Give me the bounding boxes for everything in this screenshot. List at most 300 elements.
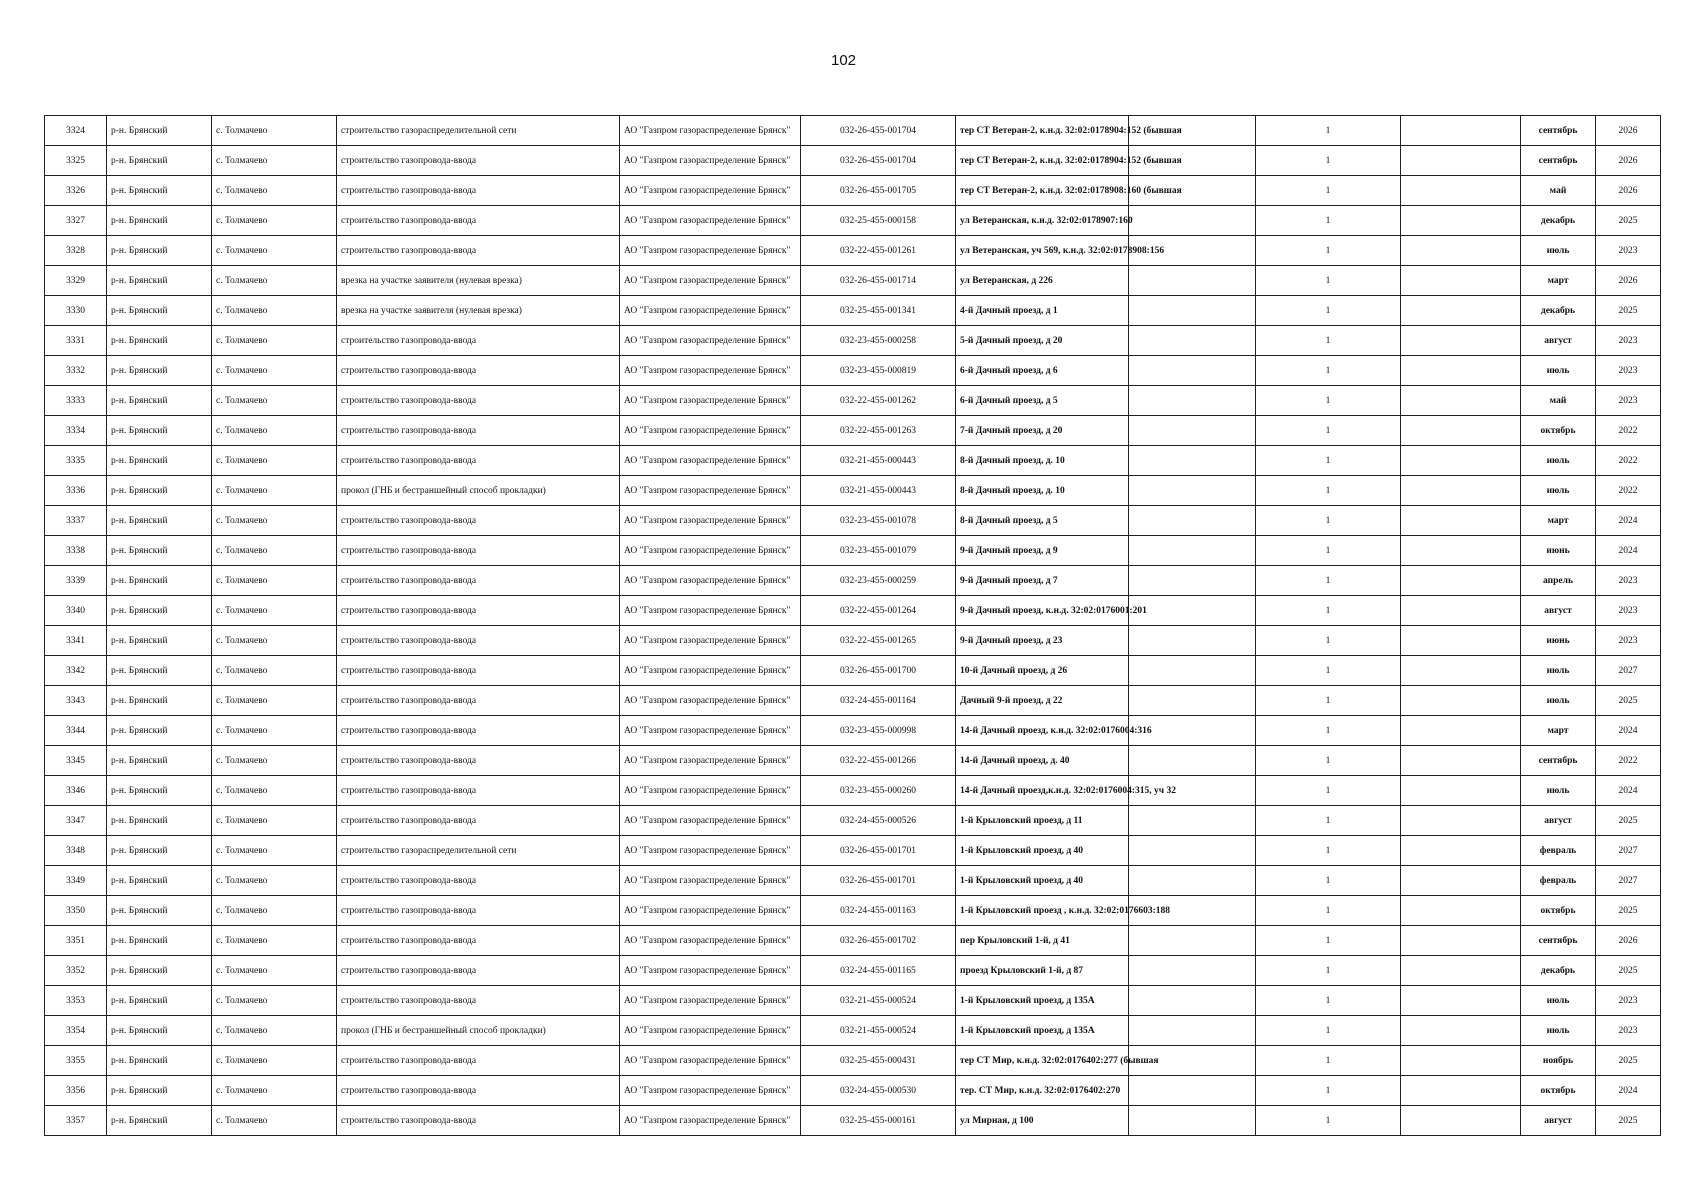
code-cell: 032-26-455-001704 (801, 146, 956, 176)
count-cell: 1 (1256, 596, 1401, 626)
address-cell: 7-й Дачный проезд, д 20 (956, 416, 1129, 446)
organization-cell: АО "Газпром газораспределение Брянск" (620, 746, 801, 776)
month-cell: июль (1521, 656, 1596, 686)
address-cell: тер СТ Ветеран-2, к.н.д. 32:02:0178904:152 (бывшая (956, 146, 1129, 176)
address-cell: 10-й Дачный проезд, д 26 (956, 656, 1129, 686)
table-row (45, 386, 1661, 416)
month-cell: июнь (1521, 536, 1596, 566)
table-row (45, 686, 1661, 716)
table-row (45, 896, 1661, 926)
district-cell: р-н. Брянский (107, 416, 212, 446)
district-cell: р-н. Брянский (107, 206, 212, 236)
count-cell: 1 (1256, 956, 1401, 986)
empty-cell (1401, 1076, 1521, 1106)
district-cell: р-н. Брянский (107, 1046, 212, 1076)
table-row (45, 206, 1661, 236)
empty-cell (1129, 296, 1256, 326)
year-cell: 2025 (1596, 956, 1661, 986)
work-type-cell: строительство газораспределительной сети (337, 836, 620, 866)
year-cell: 2022 (1596, 416, 1661, 446)
table-row (45, 956, 1661, 986)
year-cell: 2023 (1596, 356, 1661, 386)
year-cell: 2024 (1596, 776, 1661, 806)
district-cell: р-н. Брянский (107, 626, 212, 656)
empty-cell (1401, 146, 1521, 176)
table-row (45, 416, 1661, 446)
code-cell: 032-25-455-000158 (801, 206, 956, 236)
year-cell: 2026 (1596, 926, 1661, 956)
table-row (45, 776, 1661, 806)
empty-cell (1129, 566, 1256, 596)
district-cell: р-н. Брянский (107, 1106, 212, 1136)
month-cell: февраль (1521, 836, 1596, 866)
empty-cell (1401, 806, 1521, 836)
code-cell: 032-23-455-001079 (801, 536, 956, 566)
month-cell: декабрь (1521, 296, 1596, 326)
district-cell: р-н. Брянский (107, 566, 212, 596)
code-cell: 032-24-455-000530 (801, 1076, 956, 1106)
row-number: 3356 (45, 1076, 107, 1106)
table-row (45, 926, 1661, 956)
locality-cell: с. Толмачево (212, 866, 337, 896)
district-cell: р-н. Брянский (107, 926, 212, 956)
work-type-cell: строительство газопровода-ввода (337, 1106, 620, 1136)
row-number: 3324 (45, 116, 107, 146)
empty-cell (1129, 326, 1256, 356)
work-type-cell: строительство газопровода-ввода (337, 596, 620, 626)
organization-cell: АО "Газпром газораспределение Брянск" (620, 596, 801, 626)
page-number: 102 (830, 52, 857, 69)
count-cell: 1 (1256, 1046, 1401, 1076)
address-cell: 8-й Дачный проезд, д. 10 (956, 446, 1129, 476)
locality-cell: с. Толмачево (212, 206, 337, 236)
locality-cell: с. Толмачево (212, 656, 337, 686)
year-cell: 2022 (1596, 476, 1661, 506)
empty-cell (1401, 626, 1521, 656)
address-cell: 1-й Крыловский проезд, д 135А (956, 986, 1129, 1016)
district-cell: р-н. Брянский (107, 266, 212, 296)
count-cell: 1 (1256, 236, 1401, 266)
district-cell: р-н. Брянский (107, 896, 212, 926)
month-cell: август (1521, 326, 1596, 356)
work-type-cell: строительство газопровода-ввода (337, 626, 620, 656)
locality-cell: с. Толмачево (212, 356, 337, 386)
row-number: 3342 (45, 656, 107, 686)
organization-cell: АО "Газпром газораспределение Брянск" (620, 986, 801, 1016)
organization-cell: АО "Газпром газораспределение Брянск" (620, 926, 801, 956)
empty-cell (1401, 986, 1521, 1016)
row-number: 3344 (45, 716, 107, 746)
organization-cell: АО "Газпром газораспределение Брянск" (620, 446, 801, 476)
district-cell: р-н. Брянский (107, 716, 212, 746)
count-cell: 1 (1256, 296, 1401, 326)
count-cell: 1 (1256, 866, 1401, 896)
locality-cell: с. Толмачево (212, 716, 337, 746)
empty-cell (1129, 596, 1256, 626)
code-cell: 032-26-455-001701 (801, 836, 956, 866)
organization-cell: АО "Газпром газораспределение Брянск" (620, 1106, 801, 1136)
address-cell: 8-й Дачный проезд, д. 10 (956, 476, 1129, 506)
year-cell: 2025 (1596, 1106, 1661, 1136)
address-cell: ул Ветеранская, уч 569, к.н.д. 32:02:0178908:156 (956, 236, 1129, 266)
work-type-cell: строительство газопровода-ввода (337, 206, 620, 236)
code-cell: 032-21-455-000443 (801, 476, 956, 506)
address-cell: 4-й Дачный проезд, д 1 (956, 296, 1129, 326)
month-cell: август (1521, 806, 1596, 836)
month-cell: май (1521, 386, 1596, 416)
row-number: 3354 (45, 1016, 107, 1046)
code-cell: 032-26-455-001704 (801, 116, 956, 146)
empty-cell (1401, 536, 1521, 566)
organization-cell: АО "Газпром газораспределение Брянск" (620, 236, 801, 266)
year-cell: 2025 (1596, 1046, 1661, 1076)
year-cell: 2024 (1596, 506, 1661, 536)
district-cell: р-н. Брянский (107, 866, 212, 896)
year-cell: 2025 (1596, 686, 1661, 716)
count-cell: 1 (1256, 806, 1401, 836)
year-cell: 2026 (1596, 176, 1661, 206)
organization-cell: АО "Газпром газораспределение Брянск" (620, 866, 801, 896)
row-number: 3331 (45, 326, 107, 356)
organization-cell: АО "Газпром газораспределение Брянск" (620, 116, 801, 146)
work-type-cell: строительство газопровода-ввода (337, 1046, 620, 1076)
district-cell: р-н. Брянский (107, 446, 212, 476)
organization-cell: АО "Газпром газораспределение Брянск" (620, 1076, 801, 1106)
organization-cell: АО "Газпром газораспределение Брянск" (620, 566, 801, 596)
table-row (45, 356, 1661, 386)
year-cell: 2024 (1596, 716, 1661, 746)
address-cell: 5-й Дачный проезд, д 20 (956, 326, 1129, 356)
code-cell: 032-24-455-001165 (801, 956, 956, 986)
row-number: 3337 (45, 506, 107, 536)
month-cell: июль (1521, 1016, 1596, 1046)
work-type-cell: строительство газопровода-ввода (337, 776, 620, 806)
empty-cell (1129, 626, 1256, 656)
month-cell: сентябрь (1521, 116, 1596, 146)
row-number: 3335 (45, 446, 107, 476)
organization-cell: АО "Газпром газораспределение Брянск" (620, 956, 801, 986)
address-cell: 6-й Дачный проезд, д 6 (956, 356, 1129, 386)
code-cell: 032-22-455-001265 (801, 626, 956, 656)
district-cell: р-н. Брянский (107, 536, 212, 566)
work-type-cell: строительство газопровода-ввода (337, 956, 620, 986)
count-cell: 1 (1256, 656, 1401, 686)
month-cell: май (1521, 176, 1596, 206)
address-cell: Дачный 9-й проезд, д 22 (956, 686, 1129, 716)
locality-cell: с. Толмачево (212, 476, 337, 506)
month-cell: июль (1521, 236, 1596, 266)
row-number: 3348 (45, 836, 107, 866)
work-type-cell: строительство газопровода-ввода (337, 896, 620, 926)
organization-cell: АО "Газпром газораспределение Брянск" (620, 1016, 801, 1046)
year-cell: 2025 (1596, 296, 1661, 326)
organization-cell: АО "Газпром газораспределение Брянск" (620, 656, 801, 686)
count-cell: 1 (1256, 1076, 1401, 1106)
empty-cell (1129, 866, 1256, 896)
organization-cell: АО "Газпром газораспределение Брянск" (620, 896, 801, 926)
table-row (45, 1046, 1661, 1076)
row-number: 3329 (45, 266, 107, 296)
empty-cell (1401, 926, 1521, 956)
row-number: 3345 (45, 746, 107, 776)
work-type-cell: строительство газопровода-ввода (337, 536, 620, 566)
table-row (45, 566, 1661, 596)
work-type-cell: строительство газопровода-ввода (337, 506, 620, 536)
locality-cell: с. Толмачево (212, 566, 337, 596)
code-cell: 032-23-455-000259 (801, 566, 956, 596)
work-type-cell: строительство газопровода-ввода (337, 326, 620, 356)
code-cell: 032-22-455-001264 (801, 596, 956, 626)
month-cell: август (1521, 596, 1596, 626)
count-cell: 1 (1256, 1106, 1401, 1136)
row-number: 3347 (45, 806, 107, 836)
code-cell: 032-26-455-001700 (801, 656, 956, 686)
organization-cell: АО "Газпром газораспределение Брянск" (620, 836, 801, 866)
work-type-cell: строительство газопровода-ввода (337, 716, 620, 746)
month-cell: сентябрь (1521, 146, 1596, 176)
work-type-cell: врезка на участке заявителя (нулевая врезка) (337, 266, 620, 296)
address-cell: проезд Крыловский 1-й, д 87 (956, 956, 1129, 986)
month-cell: сентябрь (1521, 926, 1596, 956)
organization-cell: АО "Газпром газораспределение Брянск" (620, 476, 801, 506)
code-cell: 032-22-455-001261 (801, 236, 956, 266)
table-row (45, 866, 1661, 896)
district-cell: р-н. Брянский (107, 836, 212, 866)
empty-cell (1129, 1016, 1256, 1046)
table-row (45, 806, 1661, 836)
code-cell: 032-24-455-000526 (801, 806, 956, 836)
empty-cell (1129, 1076, 1256, 1106)
row-number: 3350 (45, 896, 107, 926)
month-cell: сентябрь (1521, 746, 1596, 776)
address-cell: 9-й Дачный проезд, д 7 (956, 566, 1129, 596)
count-cell: 1 (1256, 626, 1401, 656)
locality-cell: с. Толмачево (212, 506, 337, 536)
work-type-cell: строительство газопровода-ввода (337, 866, 620, 896)
year-cell: 2023 (1596, 566, 1661, 596)
count-cell: 1 (1256, 176, 1401, 206)
organization-cell: АО "Газпром газораспределение Брянск" (620, 326, 801, 356)
work-type-cell: строительство газопровода-ввода (337, 356, 620, 386)
count-cell: 1 (1256, 926, 1401, 956)
work-type-cell: строительство газопровода-ввода (337, 986, 620, 1016)
empty-cell (1129, 416, 1256, 446)
empty-cell (1401, 1016, 1521, 1046)
year-cell: 2026 (1596, 266, 1661, 296)
month-cell: декабрь (1521, 206, 1596, 236)
table-row (45, 1106, 1661, 1136)
locality-cell: с. Толмачево (212, 416, 337, 446)
empty-cell (1401, 746, 1521, 776)
locality-cell: с. Толмачево (212, 896, 337, 926)
district-cell: р-н. Брянский (107, 656, 212, 686)
empty-cell (1401, 776, 1521, 806)
empty-cell (1401, 236, 1521, 266)
registry-table (44, 115, 1661, 1136)
empty-cell (1129, 656, 1256, 686)
table-row (45, 746, 1661, 776)
count-cell: 1 (1256, 536, 1401, 566)
month-cell: апрель (1521, 566, 1596, 596)
address-cell: 14-й Дачный проезд, д. 40 (956, 746, 1129, 776)
locality-cell: с. Толмачево (212, 1046, 337, 1076)
empty-cell (1401, 506, 1521, 536)
year-cell: 2027 (1596, 836, 1661, 866)
year-cell: 2022 (1596, 446, 1661, 476)
month-cell: июль (1521, 476, 1596, 506)
count-cell: 1 (1256, 266, 1401, 296)
count-cell: 1 (1256, 146, 1401, 176)
code-cell: 032-21-455-000443 (801, 446, 956, 476)
table-row (45, 626, 1661, 656)
work-type-cell: строительство газопровода-ввода (337, 566, 620, 596)
empty-cell (1401, 206, 1521, 236)
month-cell: июль (1521, 356, 1596, 386)
row-number: 3338 (45, 536, 107, 566)
district-cell: р-н. Брянский (107, 356, 212, 386)
month-cell: июль (1521, 446, 1596, 476)
code-cell: 032-26-455-001702 (801, 926, 956, 956)
address-cell: тер СТ Мир, к.н.д. 32:02:0176402:277 (бывшая (956, 1046, 1129, 1076)
address-cell: 9-й Дачный проезд, к.н.д. 32:02:0176001:201 (956, 596, 1129, 626)
registry-rows (45, 116, 1661, 1136)
locality-cell: с. Толмачево (212, 146, 337, 176)
code-cell: 032-26-455-001701 (801, 866, 956, 896)
address-cell: 14-й Дачный проезд,к.н.д. 32:02:0176004:315, уч 32 (956, 776, 1129, 806)
empty-cell (1129, 446, 1256, 476)
empty-cell (1401, 866, 1521, 896)
year-cell: 2023 (1596, 326, 1661, 356)
count-cell: 1 (1256, 506, 1401, 536)
code-cell: 032-26-455-001705 (801, 176, 956, 206)
table-row (45, 506, 1661, 536)
empty-cell (1129, 926, 1256, 956)
month-cell: март (1521, 506, 1596, 536)
empty-cell (1129, 956, 1256, 986)
month-cell: октябрь (1521, 896, 1596, 926)
locality-cell: с. Толмачево (212, 326, 337, 356)
district-cell: р-н. Брянский (107, 146, 212, 176)
year-cell: 2026 (1596, 116, 1661, 146)
district-cell: р-н. Брянский (107, 686, 212, 716)
empty-cell (1401, 596, 1521, 626)
count-cell: 1 (1256, 116, 1401, 146)
organization-cell: АО "Газпром газораспределение Брянск" (620, 146, 801, 176)
locality-cell: с. Толмачево (212, 686, 337, 716)
month-cell: ноябрь (1521, 1046, 1596, 1076)
table-row (45, 236, 1661, 266)
table-row (45, 1016, 1661, 1046)
organization-cell: АО "Газпром газораспределение Брянск" (620, 806, 801, 836)
year-cell: 2023 (1596, 1016, 1661, 1046)
locality-cell: с. Толмачево (212, 266, 337, 296)
year-cell: 2024 (1596, 536, 1661, 566)
work-type-cell: строительство газопровода-ввода (337, 926, 620, 956)
row-number: 3349 (45, 866, 107, 896)
address-cell: 6-й Дачный проезд, д 5 (956, 386, 1129, 416)
work-type-cell: прокол (ГНБ и бестраншейный способ прокладки) (337, 1016, 620, 1046)
code-cell: 032-21-455-000524 (801, 986, 956, 1016)
organization-cell: АО "Газпром газораспределение Брянск" (620, 416, 801, 446)
district-cell: р-н. Брянский (107, 1076, 212, 1106)
code-cell: 032-24-455-001164 (801, 686, 956, 716)
empty-cell (1401, 326, 1521, 356)
row-number: 3346 (45, 776, 107, 806)
empty-cell (1129, 806, 1256, 836)
empty-cell (1401, 656, 1521, 686)
empty-cell (1401, 896, 1521, 926)
empty-cell (1401, 266, 1521, 296)
empty-cell (1129, 686, 1256, 716)
locality-cell: с. Толмачево (212, 236, 337, 266)
year-cell: 2024 (1596, 1076, 1661, 1106)
organization-cell: АО "Газпром газораспределение Брянск" (620, 386, 801, 416)
work-type-cell: строительство газопровода-ввода (337, 1076, 620, 1106)
year-cell: 2025 (1596, 206, 1661, 236)
code-cell: 032-25-455-000161 (801, 1106, 956, 1136)
empty-cell (1129, 386, 1256, 416)
organization-cell: АО "Газпром газораспределение Брянск" (620, 176, 801, 206)
address-cell: ул Ветеранская, д 226 (956, 266, 1129, 296)
year-cell: 2027 (1596, 656, 1661, 686)
locality-cell: с. Толмачево (212, 986, 337, 1016)
organization-cell: АО "Газпром газораспределение Брянск" (620, 1046, 801, 1076)
locality-cell: с. Толмачево (212, 446, 337, 476)
locality-cell: с. Толмачево (212, 1106, 337, 1136)
count-cell: 1 (1256, 746, 1401, 776)
work-type-cell: строительство газораспределительной сети (337, 116, 620, 146)
year-cell: 2025 (1596, 896, 1661, 926)
empty-cell (1401, 296, 1521, 326)
table-row (45, 446, 1661, 476)
empty-cell (1129, 746, 1256, 776)
organization-cell: АО "Газпром газораспределение Брянск" (620, 716, 801, 746)
empty-cell (1401, 566, 1521, 596)
district-cell: р-н. Брянский (107, 116, 212, 146)
organization-cell: АО "Газпром газораспределение Брянск" (620, 356, 801, 386)
work-type-cell: строительство газопровода-ввода (337, 656, 620, 686)
empty-cell (1401, 416, 1521, 446)
address-cell: пер Крыловский 1-й, д 41 (956, 926, 1129, 956)
month-cell: август (1521, 1106, 1596, 1136)
code-cell: 032-24-455-001163 (801, 896, 956, 926)
month-cell: март (1521, 716, 1596, 746)
locality-cell: с. Толмачево (212, 806, 337, 836)
code-cell: 032-23-455-000258 (801, 326, 956, 356)
table-row (45, 836, 1661, 866)
district-cell: р-н. Брянский (107, 596, 212, 626)
row-number: 3327 (45, 206, 107, 236)
month-cell: февраль (1521, 866, 1596, 896)
empty-cell (1401, 386, 1521, 416)
organization-cell: АО "Газпром газораспределение Брянск" (620, 266, 801, 296)
district-cell: р-н. Брянский (107, 176, 212, 206)
address-cell: 1-й Крыловский проезд, д 135А (956, 1016, 1129, 1046)
work-type-cell: строительство газопровода-ввода (337, 806, 620, 836)
year-cell: 2023 (1596, 626, 1661, 656)
year-cell: 2023 (1596, 236, 1661, 266)
row-number: 3351 (45, 926, 107, 956)
empty-cell (1129, 476, 1256, 506)
empty-cell (1401, 176, 1521, 206)
empty-cell (1401, 476, 1521, 506)
table-row (45, 596, 1661, 626)
code-cell: 032-23-455-001078 (801, 506, 956, 536)
row-number: 3336 (45, 476, 107, 506)
month-cell: декабрь (1521, 956, 1596, 986)
row-number: 3352 (45, 956, 107, 986)
year-cell: 2022 (1596, 746, 1661, 776)
